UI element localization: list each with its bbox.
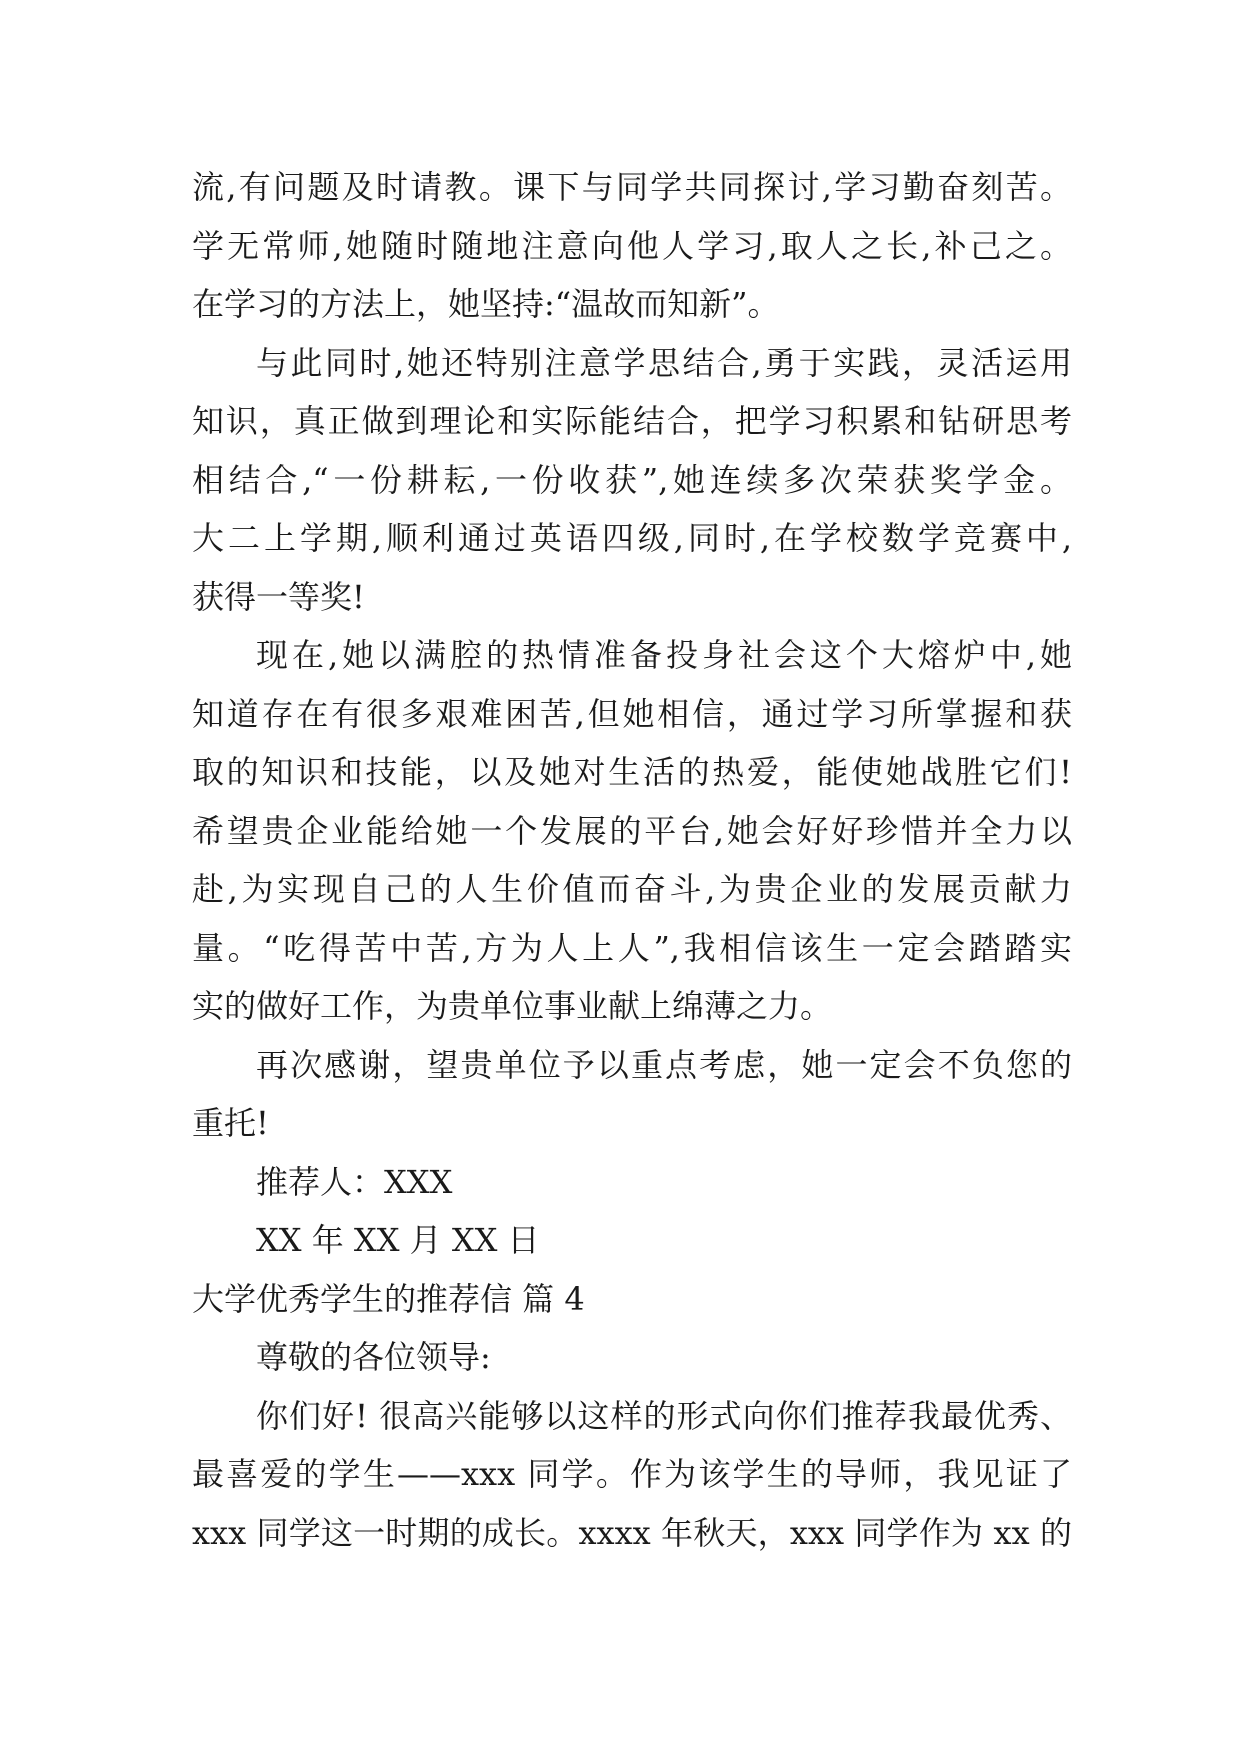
text-line: 取的知识和技能，以及她对生活的热爱，能使她战胜它们!	[192, 753, 1072, 791]
text-line: xxx 同学这一时期的成长。xxxx 年秋天，xxx 同学作为 xx 的	[192, 1513, 1072, 1552]
text-line: 知道存在有很多艰难困苦,但她相信，通过学习所掌握和获	[192, 694, 1072, 733]
text-line: 学无常师,她随时随地注意向他人学习,取人之长,补己之。	[192, 226, 1072, 265]
text-line: 获得一等奖!	[192, 577, 365, 616]
text-line: 赴,为实现自己的人生价值而奋斗,为贵企业的发展贡献力	[192, 870, 1072, 908]
paragraph-start-line: 你们好! 很高兴能够以这样的形式向你们推荐我最优秀、	[256, 1396, 1072, 1435]
text-line: 在学习的方法上，她坚持:“温故而知新”。	[192, 285, 780, 323]
text-line: 量。“吃得苦中苦,方为人上人”,我相信该生一定会踏踏实	[192, 928, 1072, 967]
date-line: XX 年 XX 月 XX 日	[256, 1221, 540, 1259]
text-line: 希望贵企业能给她一个发展的平台,她会好好珍惜并全力以	[192, 811, 1072, 850]
paragraph-start-line: 与此同时,她还特别注意学思结合,勇于实践，灵活运用	[256, 343, 1072, 382]
text-line: 重托!	[192, 1104, 269, 1142]
text-line: 大二上学期,顺利通过英语四级,同时,在学校数学竞赛中,	[192, 519, 1072, 557]
paragraph-start-line: 再次感谢，望贵单位予以重点考虑，她一定会不负您的	[256, 1045, 1072, 1084]
text-line: 知识，真正做到理论和实际能结合，把学习积累和钻研思考	[192, 402, 1072, 440]
text-line: 最喜爱的学生——xxx 同学。作为该学生的导师，我见证了	[192, 1455, 1072, 1493]
paragraph-start-line: 现在,她以满腔的热情准备投身社会这个大熔炉中,她	[256, 636, 1072, 674]
letter-body	[192, 158, 1072, 1562]
text-line: 流,有问题及时请教。课下与同学共同探讨,学习勤奋刻苦。	[192, 168, 1072, 206]
salutation-line: 尊敬的各位领导:	[256, 1338, 491, 1376]
text-line: 实的做好工作，为贵单位事业献上绵薄之力。	[192, 987, 833, 1025]
recommender-line: 推荐人：XXX	[256, 1162, 453, 1201]
text-line: 相结合,“一份耕耘,一份收获”,她连续多次荣获奖学金。	[192, 460, 1072, 499]
section-heading: 大学优秀学生的推荐信 篇 4	[192, 1279, 585, 1318]
